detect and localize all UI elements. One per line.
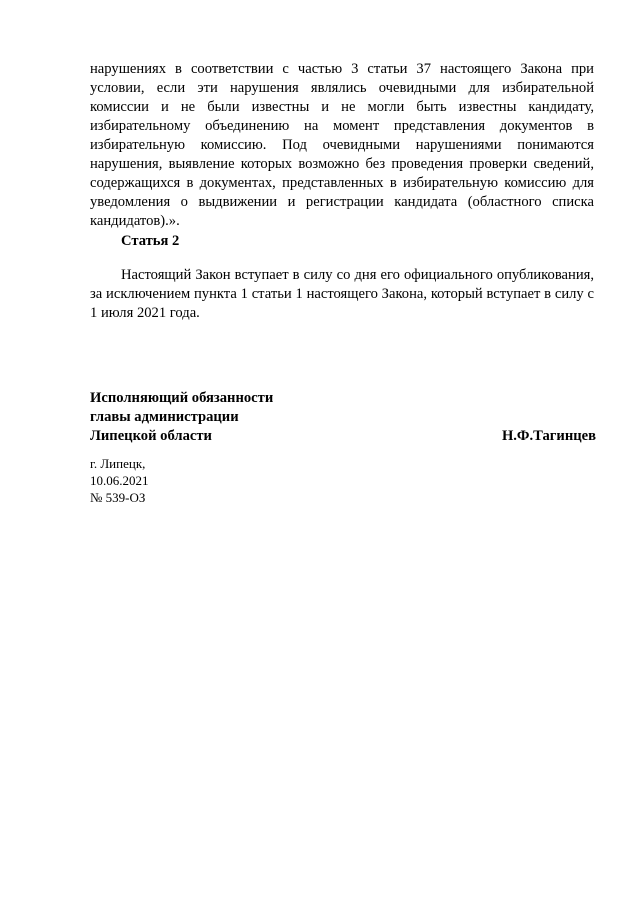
signature-block [90, 389, 596, 446]
article-text: Настоящий Закон вступает в силу со дня его официального опубликования, за исключением пункта 1 статьи 1 настоящего Закона, который вступает в силу с 1 июля 2021 года. [90, 267, 594, 321]
signature-line [90, 427, 596, 446]
date: 10.06.2021 [90, 473, 149, 488]
intro-paragraph: нарушениях в соответствии с частью 3 статьи 37 настоящего Закона при условии, если эти нарушения являлись очевидными для избирательной комиссии и не были известны и не могли быть известны кандидату, избирательному объединению на момент представления документов в избирательную комиссию. Под очевидными нарушениями понимаются нарушения, выявление которых возможно без проведения проверки сведений, содержащихся в документах, представленных в избирательную комиссию для уведомления о выдвижении и регистрации кандидата (областного списка кандидатов).». [90, 61, 594, 229]
article-heading: Статья 2 [121, 233, 180, 249]
city: г. Липецк, [90, 456, 146, 471]
signatory-name: Н.Ф.Тагинцев [501, 428, 596, 444]
document-meta [90, 455, 149, 506]
signature-position-line1: Исполняющий обязанности [90, 390, 274, 406]
law-number: № 539-ОЗ [90, 490, 146, 505]
signature-position-line2: главы администрации [90, 409, 239, 425]
signature-position-line3: Липецкой области [90, 428, 212, 444]
